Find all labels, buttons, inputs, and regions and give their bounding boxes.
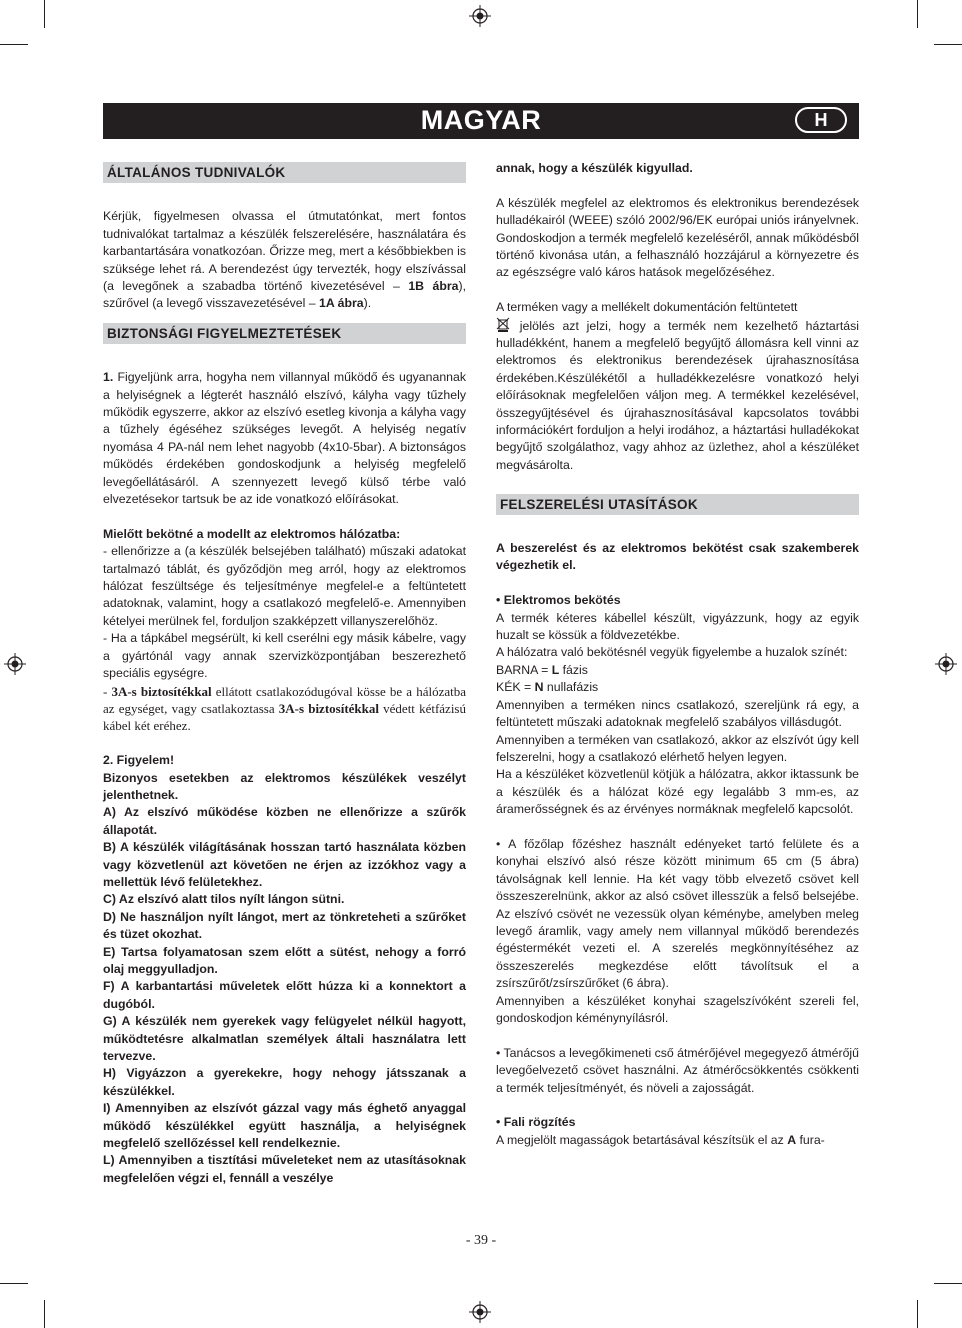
warning-item-a: A) Az elszívó működése közben ne ellenőrizze a szűrők állapotát. <box>103 805 466 837</box>
warning-item-g: G) A készülék nem gyerekek vagy felügyelet nélkül hagyott, működtetésre alkalmatlan személyek általi használatra lett tervezve. <box>103 1014 466 1064</box>
wire-blue: KÉK = N nullafázis <box>496 680 599 695</box>
connect-item-1: - ellenőrizze a (a készülék belsejében található) műszaki adatokat tartalmazó táblát, és győződjön meg arról, hogy az elektromos hálózat feszültsége és teljesítménye megfelel-e a feltüntetett adatoknak, valamint, hogy a csatlakozó megfelelő-e. Amennyiben kételyei merülnek fel, forduljon szakképzett villanyszerelőhöz. <box>103 544 466 628</box>
weee-paragraph-2b: jelölés azt jelzi, hogy a termék nem kezelhető háztartási hulladékként, hanem a megfelelő begyűjtő állomásra kell vinni az elektromos és elektronikus berendezések újrahasznosítása érdekében.Készülékétől a hulladékkezelésre vonatkozó helyi előírásoknak megfelelően váljon meg. A termékkel kezelésével, összegyűjtésével és újrahasznosításával kapcsolatos további információkért forduljon a helyi irodához, a háztartási hulladékokat begyűjtő szolgálathoz, vagy ahhoz az üzlethez, ahol a készüléket megvásárolta. <box>496 318 859 472</box>
crop-mark <box>917 0 918 28</box>
warning-item-i: I) Amennyiben az elszívót gázzal vagy más éghető anyaggal működő készülékkel együtt használja, a helyiségnek megfelelő szellőzéssel kell rendelkeznie. <box>103 1101 466 1151</box>
section-title-safety: BIZTONSÁGI FIGYELMEZTETÉSEK <box>103 323 466 344</box>
weee-paragraph-1: A készülék megfelel az elektromos és elektronikus berendezések hulladékairól (WEEE) szóló 2002/96/EK európai uniós irányelvnek. Gondoskodjon a termék megfelelő kezeléséről, annak működésből történő kivonása után, a felhasználó hozzájárul a környezetre és az egészségre való káros hatások megelőzéséhez. <box>496 195 859 280</box>
warning-item-e: E) Tartsa folyamatosan szem előtt a sütést, nehogy a forró olaj meggyulladjon. <box>103 944 466 976</box>
page-number: - 39 - <box>465 1233 497 1248</box>
warning-item-f: F) A karbantartási műveletek előtt húzza ki a konnektort a dugóból. <box>103 979 466 1011</box>
crop-mark <box>44 1300 45 1328</box>
warning-item-l: L) Amennyiben a tisztítási műveleteket nem az utasításoknak megfelelően végzi el, fennáll a veszélye <box>103 1153 466 1185</box>
left-column <box>103 160 466 1187</box>
connect-item-2: - Ha a tápkábel megsérült, ki kell cserélni egy másik kábelre, vagy a gyártónál vagy annak szervizközpontjában beszerezhető speciális egységre. <box>103 631 466 681</box>
connect-heading: Mielőtt bekötné a modellt az elektromos hálózatba: <box>103 526 401 541</box>
hob-distance-paragraph: • A főzőlap főzéshez használt edényeket tartó felülete és a konyhai elszívó alsó része között minimum 65 cm (5 ábra) távolságnak kell lennie. Ha két vagy több elvezető csövet kell összeszerelnünk, akkor az alsó csövet illesszük a felső belsejébe. Az elszívó csövét ne vezessük olyan kéménybe, amelyben meleg levegő áramlik, vagy amely nem villannyal működő berendezés égéstermékét vezeti el. A szerelés megkönnyítéséhez az összeszerelés megkezdése előtt távolítsuk el a zsírszűrőt/zsírszűrőket (6 ábra). <box>496 836 859 991</box>
crop-mark <box>44 0 45 28</box>
page-title: MAGYAR <box>420 105 542 135</box>
warning-item-h: H) Vigyázzon a gyerekekre, hogy nehogy játsszanak a készülékkel. <box>103 1066 466 1098</box>
electrical-text-4: Amennyiben a terméken van csatlakozó, akkor az elszívót úgy kell felszerelni, hogy a csatlakozó elérhető helyen legyen. <box>496 732 859 764</box>
electrical-heading: • Elektromos bekötés <box>496 593 621 608</box>
crop-mark <box>917 1300 918 1328</box>
electrical-text-3: Amennyiben a terméken nincs csatlakozó, szereljünk rá egy, a feltüntetett műszaki adatoknak megfelelő szabályos villásdugót. <box>496 697 859 730</box>
crossed-bin-icon <box>496 317 510 332</box>
electrical-text-5: Ha a készüléket közvetlenül kötjük a hálózatra, akkor iktassunk be a készülék és a hálózat közé egy legalább 3 mm-es, az áramerősségnek és az érvényes normáknak megfelelő kapcsolót. <box>496 767 859 817</box>
warning-heading: 2. Figyelem! <box>103 753 175 768</box>
crop-mark <box>0 44 28 45</box>
wall-mount-heading: • Fali rögzítés <box>496 1115 576 1130</box>
warning-intro: Bizonyos esetekben az elektromos készülékek veszélyt jelenthetnek. <box>103 770 466 802</box>
crop-mark <box>934 44 962 45</box>
safety-paragraph-1: 1. Figyeljünk arra, hogyha nem villannyal működő és ugyanannak a helyiségnek a légterét használó elszívó, kályha vagy tűzhely működik egyszerre, akkor az elszívó esetleg kivonja a kályha vagy a tűzhely égéséhez szükséges levegőt. A helyiség negatív nyomása 4 PA-nál nem lehet nagyobb (4x10-5bar). A biztonságos működés érdekében gondoskodjunk a helyiség megfelelő levegőellátásáról. A szennyezett levegő külső térbe való elvezetésekor tartsuk be az ide vonatkozó előírásokat. <box>103 370 466 507</box>
right-column <box>496 160 859 1149</box>
section-title-installation: FELSZERELÉSI UTASÍTÁSOK <box>496 494 859 515</box>
electrical-text-2: A hálózatra való bekötésnél vegyük figyelembe a huzalok színét: <box>496 645 848 660</box>
pipe-diameter-paragraph: • Tanácsos a levegőkimeneti cső átmérőjével megegyező átmérőjű levegőelvezető csövet használni. Az átmérőcsökkentés csökkenti a termék teljesítményét, és növeli a zajosságát. <box>496 1045 859 1095</box>
warning-continuation: annak, hogy a készülék kigyullad. <box>496 161 693 175</box>
electrical-text-1: A termék kéteres kábellel készült, vigyázzunk, hogy az egyik huzalt se kössük a földvezetékbe. <box>496 610 859 643</box>
wall-mount-text: A megjelölt magasságok betartásával készítsük el az A fura- <box>496 1132 825 1147</box>
registration-mark-icon <box>469 5 491 27</box>
crop-mark <box>934 1283 962 1284</box>
install-note: A beszerelést és az elektromos bekötést csak szakemberek végezhetik el. <box>496 541 859 573</box>
chimney-paragraph: Amennyiben a készüléket konyhai szagelszívóként szereli fel, gondoskodjon kéménynyílásról. <box>496 993 859 1025</box>
warning-item-d: D) Ne használjon nyílt lángot, mert az tönkreteheti a szűrőket és tüzet okozhat. <box>103 909 466 942</box>
page-header <box>103 103 859 139</box>
warning-item-b: B) A készülék világításának hosszan tartó használata közben vagy közvetlenül azt követően ne érjen az izzókhoz vagy a mellettük lévő felületekhez. <box>103 840 466 889</box>
crop-mark <box>0 1283 28 1284</box>
registration-mark-icon <box>935 653 957 675</box>
registration-mark-icon <box>469 1301 491 1323</box>
weee-paragraph-2a: A terméken vagy a mellékelt dokumentáción feltüntetett <box>496 300 798 315</box>
registration-mark-icon <box>4 653 26 675</box>
connect-item-3: - 3A-s biztosítékkal ellátott csatlakozódugóval kösse be a hálózatba az egységet, vagy csatlakoztassa 3A-s biztosítékkal védett kétfázisú kábel két eréhez. <box>103 683 466 734</box>
intro-paragraph: Kérjük, figyelmesen olvassa el útmutatónkat, mert fontos tudnivalókat tartalmaz a készülék felszerelésére, használatára és karbantartására vonatkozóan. Őrizze meg, mert a későbbiekben is szüksége lehet rá. A berendezést úgy tervezték, hogy elszívással (a levegőnek a szabadba történő kivezetésével – 1B ábra), szűrővel (a levegő visszavezetésével – 1A ábra). <box>103 209 466 311</box>
section-title-general: ÁLTALÁNOS TUDNIVALÓK <box>103 162 466 183</box>
warning-item-c: C) Az elszívó alatt tilos nyílt lángon sütni. <box>103 892 345 907</box>
wire-brown: BARNA = L fázis <box>496 662 588 677</box>
language-badge: H <box>795 107 847 133</box>
